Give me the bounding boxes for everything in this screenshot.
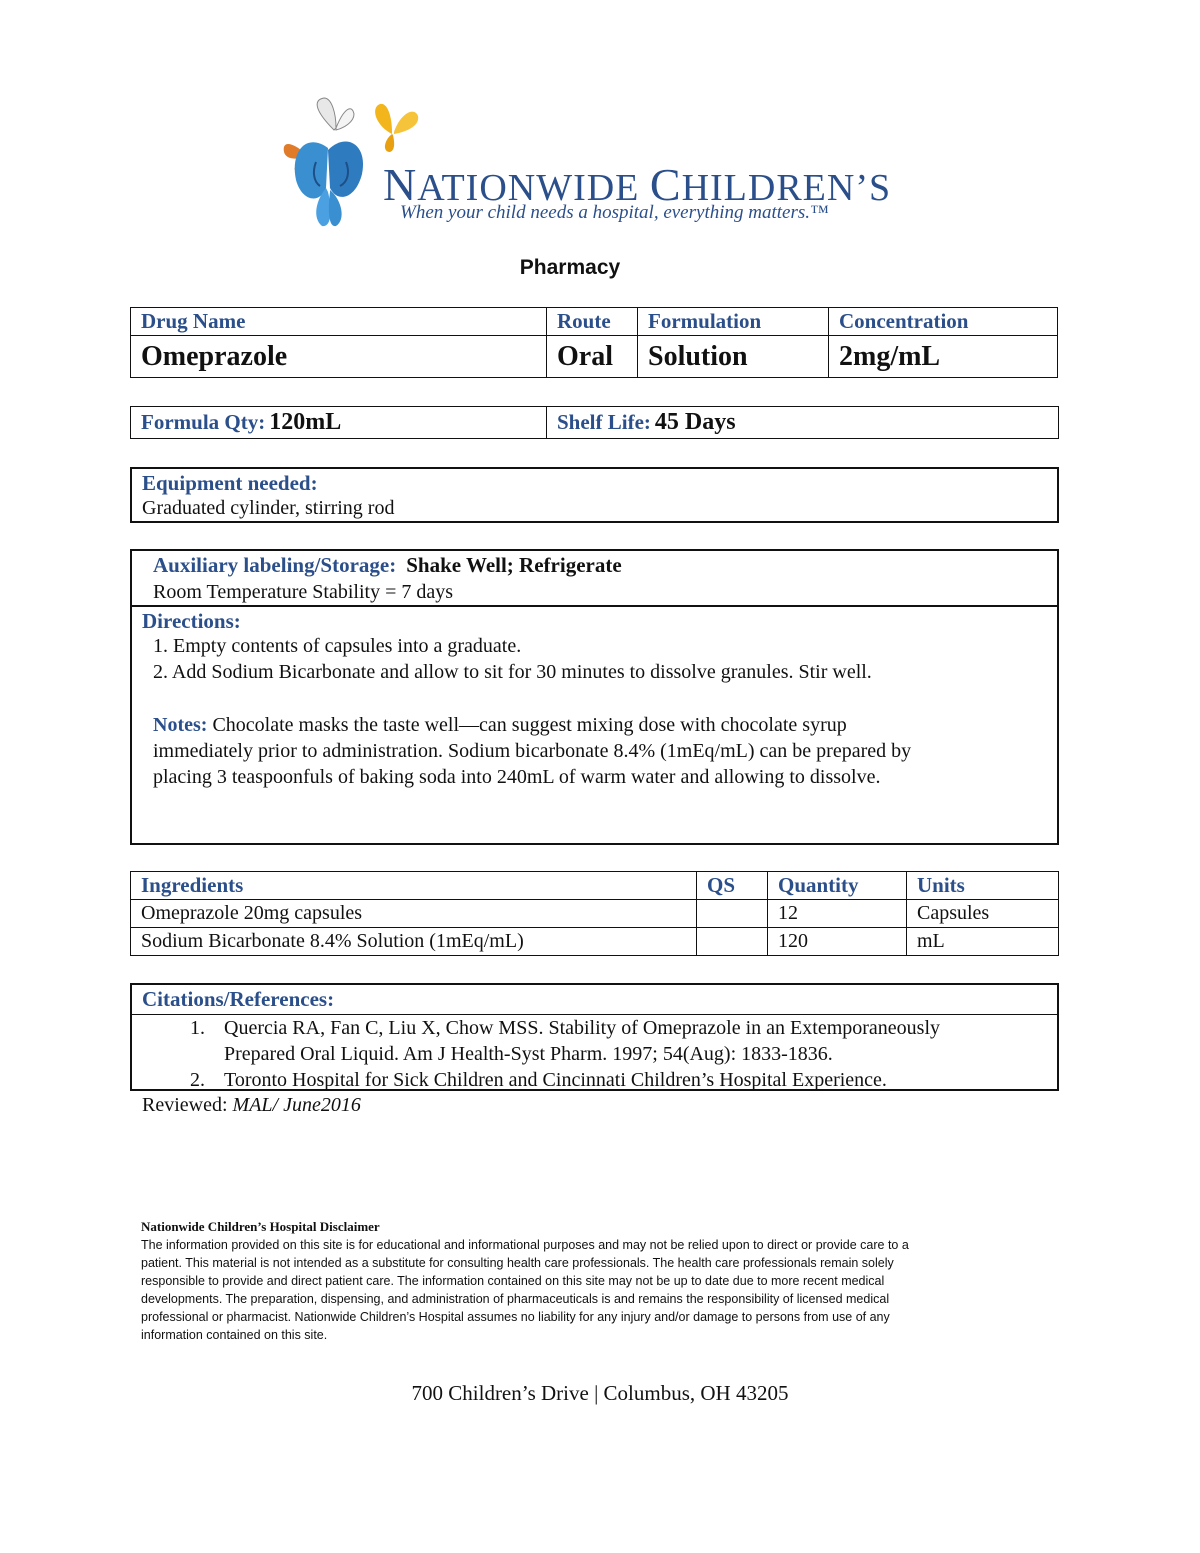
ingredient-name: Omeprazole 20mg capsules	[131, 900, 697, 928]
ingredient-units: mL	[907, 928, 1059, 956]
header-quantity: Quantity	[768, 872, 907, 900]
equipment-label: Equipment needed:	[142, 471, 318, 495]
table-row	[131, 928, 1059, 956]
logo-rest-1: ATIONWIDE	[417, 167, 650, 209]
notes-line-3: placing 3 teaspoonfuls of baking soda into 240mL of warm water and allowing to dissolve.	[153, 766, 881, 788]
directions-label: Directions:	[142, 609, 241, 633]
formula-qty-value: 120mL	[269, 409, 342, 435]
notes-text-1: Chocolate masks the taste well—can suggest mixing dose with chocolate syrup	[212, 714, 847, 736]
logo-tagline: When your child needs a hospital, everything matters.™	[400, 202, 829, 223]
logo-cap-c: C	[649, 159, 682, 210]
drug-name-value: Omeprazole	[131, 336, 547, 378]
citation-2-num: 2.	[190, 1069, 205, 1091]
equipment-value: Graduated cylinder, stirring rod	[142, 497, 395, 519]
header-qs: QS	[697, 872, 768, 900]
table-row	[131, 900, 1059, 928]
shelf-life-label: Shelf Life:	[557, 410, 651, 434]
header-drug-name: Drug Name	[131, 308, 547, 336]
shelf-life-cell	[547, 407, 1059, 439]
citation-1-num: 1.	[190, 1017, 205, 1039]
ingredient-quantity: 12	[768, 900, 907, 928]
citation-1-line-2: Prepared Oral Liquid. Am J Health-Syst Pharm. 1997; 54(Aug): 1833-1836.	[224, 1043, 833, 1065]
notes-line-1	[153, 714, 847, 737]
disclaimer-line-2: patient. This material is not intended as a substitute for consulting health care professionals. The health care professionals remain solely	[141, 1256, 894, 1270]
formula-table	[130, 406, 1059, 439]
formulation-value: Solution	[638, 336, 829, 378]
divider	[132, 605, 1057, 607]
disclaimer-title: Nationwide Children’s Hospital Disclaimer	[141, 1219, 380, 1234]
formula-qty-cell	[131, 407, 547, 439]
ingredient-qs	[697, 928, 768, 956]
reviewed-value: MAL/ June2016	[232, 1094, 361, 1116]
divider	[132, 1014, 1057, 1015]
stability-text: Room Temperature Stability = 7 days	[153, 581, 454, 603]
ingredient-quantity: 120	[768, 928, 907, 956]
drug-table	[130, 307, 1058, 378]
disclaimer	[141, 1218, 1041, 1344]
citations-label: Citations/References:	[142, 987, 335, 1011]
page-title: Pharmacy	[519, 256, 621, 279]
disclaimer-line-1: The information provided on this site is for educational and informational purposes and may not be relied upon to direct or provide care to a	[141, 1238, 909, 1252]
ingredient-name: Sodium Bicarbonate 8.4% Solution (1mEq/mL)	[131, 928, 697, 956]
header-ingredients: Ingredients	[131, 872, 697, 900]
ingredient-units: Capsules	[907, 900, 1059, 928]
disclaimer-line-3: responsible to provide and direct patient care. The information contained on this site may not be up to date due to more recent medical	[141, 1274, 885, 1288]
reviewed-label: Reviewed:	[142, 1094, 228, 1116]
auxiliary-line	[153, 553, 622, 578]
notes-label: Notes:	[153, 714, 208, 736]
equipment-box	[130, 467, 1059, 523]
direction-step-2: 2. Add Sodium Bicarbonate and allow to sit for 30 minutes to dissolve granules. Stir well.	[153, 661, 872, 683]
directions-box	[130, 549, 1059, 845]
route-value: Oral	[547, 336, 638, 378]
header-formulation: Formulation	[638, 308, 829, 336]
logo-rest-2: HILDREN’S	[681, 167, 892, 209]
reviewed-line	[142, 1094, 361, 1117]
grey-butterfly-icon	[317, 98, 354, 130]
header-units: Units	[907, 872, 1059, 900]
disclaimer-line-4: developments. The preparation, dispensing, and administration of pharmaceuticals is and remains the responsibility of licensed medical	[141, 1292, 890, 1306]
footer-address: 700 Children’s Drive | Columbus, OH 43205	[411, 1381, 789, 1405]
shelf-life-value: 45 Days	[654, 409, 736, 435]
notes-line-2: immediately prior to administration. Sodium bicarbonate 8.4% (1mEq/mL) can be prepared by	[153, 740, 912, 762]
concentration-value: 2mg/mL	[829, 336, 1058, 378]
disclaimer-line-5: professional or pharmacist. Nationwide Children’s Hospital assumes no liability for any injury and/or damage to persons from use of any	[141, 1310, 890, 1324]
blue-butterfly-icon	[295, 142, 363, 227]
citation-2-line-1: Toronto Hospital for Sick Children and Cincinnati Children’s Hospital Experience.	[224, 1069, 887, 1091]
yellow-butterfly-icon	[366, 100, 420, 156]
header-concentration: Concentration	[829, 308, 1058, 336]
logo-cap-n: N	[383, 159, 418, 210]
auxiliary-label: Auxiliary labeling/Storage:	[153, 553, 397, 577]
ingredient-qs	[697, 900, 768, 928]
formula-qty-label: Formula Qty:	[141, 410, 266, 434]
direction-step-1: 1. Empty contents of capsules into a graduate.	[153, 635, 522, 657]
header-route: Route	[547, 308, 638, 336]
citations-box	[130, 983, 1059, 1091]
auxiliary-value: Shake Well; Refrigerate	[406, 553, 622, 577]
ingredients-table	[130, 871, 1059, 956]
disclaimer-line-6: information contained on this site.	[141, 1328, 328, 1342]
citation-1-line-1: Quercia RA, Fan C, Liu X, Chow MSS. Stability of Omeprazole in an Extemporaneously	[224, 1017, 941, 1039]
